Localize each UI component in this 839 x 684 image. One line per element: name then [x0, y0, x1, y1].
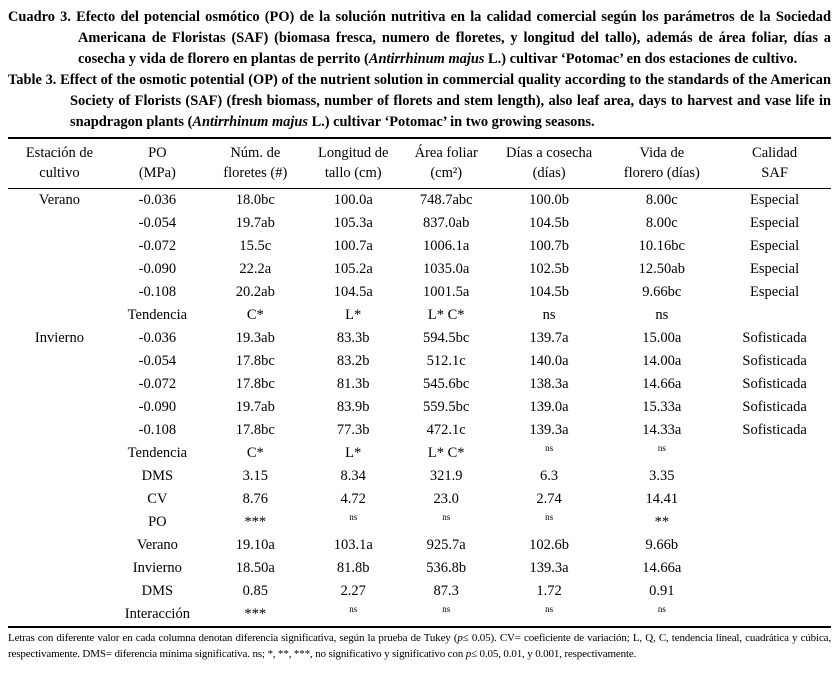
table-cell: 0.85: [242, 583, 268, 599]
table-cell: [718, 465, 831, 488]
table-cell: 1001.5a: [423, 284, 470, 300]
table-cell: 139.0a: [529, 399, 569, 415]
table-cell: Sofisticada: [742, 376, 807, 392]
table-cell: 87.3: [433, 583, 459, 599]
column-header: Días a cosecha (días): [493, 138, 606, 189]
table-cell: [718, 603, 831, 627]
table-cell: 100.0b: [529, 192, 570, 208]
table-cell: [718, 534, 831, 557]
table-cell: 559.5bc: [423, 399, 470, 415]
table-row: [8, 465, 831, 488]
table-cell: 6.3: [540, 468, 559, 484]
table-cell: 15.33a: [642, 399, 682, 415]
text-run: L.) cultivar ‘Potomac’ in two growing seasons.: [307, 114, 595, 130]
text-run: p: [465, 647, 472, 660]
table-cell: L* C*: [427, 307, 465, 323]
table-cell: -0.036: [138, 192, 177, 208]
table-cell: 15.5c: [239, 238, 272, 254]
table-cell: C*: [246, 445, 264, 461]
table-cell: [605, 603, 718, 627]
table-cell: [493, 511, 606, 534]
table-row: [8, 396, 831, 419]
table-cell: [493, 603, 606, 627]
table-cell: [8, 488, 111, 511]
table-cell: 8.00c: [645, 215, 678, 231]
table-row: [8, 511, 831, 534]
table-cell: [8, 373, 111, 396]
table-cell: 12.50ab: [638, 261, 685, 277]
results-table-head: [8, 138, 831, 189]
table-cell: 1.72: [536, 583, 562, 599]
table-cell: 19.7ab: [235, 399, 275, 415]
table-cell: -0.108: [138, 422, 177, 438]
table-row: [8, 603, 831, 627]
table-cell: 472.1c: [426, 422, 466, 438]
superscript-ns: ns: [349, 512, 358, 523]
table-cell: 104.5a: [333, 284, 373, 300]
table-cell: 20.2ab: [235, 284, 275, 300]
results-table-body: [8, 189, 831, 628]
table-cell: 8.76: [242, 491, 268, 507]
table-cell: 15.00a: [642, 330, 682, 346]
table-row: [8, 327, 831, 350]
text-run: Letras con diferente valor en cada columna denotan diferencia significativa, según la prueba de Tukey (: [8, 632, 458, 644]
superscript-ns: ns: [349, 604, 358, 615]
text-run: Antirrhinum majus: [368, 51, 485, 67]
table-cell: [8, 534, 111, 557]
table-cell: [307, 603, 400, 627]
table-cell: 19.3ab: [235, 330, 275, 346]
table-cell: 17.8bc: [235, 376, 275, 392]
table-cell: 321.9: [429, 468, 463, 484]
table-cell: 102.5b: [529, 261, 570, 277]
table-cell: 512.1c: [426, 353, 466, 369]
table-cell: 14.00a: [642, 353, 682, 369]
table-cell: 18.0bc: [235, 192, 275, 208]
table-row: [8, 304, 831, 327]
table-cell: 14.33a: [642, 422, 682, 438]
caption-english: [8, 70, 831, 133]
table-row: [8, 442, 831, 465]
table-cell: 83.3b: [336, 330, 370, 346]
table-cell: DMS: [141, 583, 174, 599]
table-cell: 8.34: [340, 468, 366, 484]
column-header: PO (MPa): [111, 138, 204, 189]
caption-spanish: [8, 7, 831, 70]
table-cell: 545.6bc: [423, 376, 470, 392]
table-cell: 100.7a: [333, 238, 373, 254]
table-cell: Sofisticada: [742, 353, 807, 369]
table-cell: -0.054: [138, 353, 177, 369]
table-cell: -0.072: [138, 376, 177, 392]
table-cell: ns: [655, 307, 669, 323]
column-header: Vida de florero (días): [605, 138, 718, 189]
table-cell: 100.0a: [333, 192, 373, 208]
table-cell: Tendencia: [127, 445, 188, 461]
table-cell: 14.41: [645, 491, 679, 507]
superscript-ns: ns: [442, 512, 451, 523]
table-cell: Especial: [750, 192, 800, 208]
table-cell: 925.7a: [426, 537, 466, 553]
table-cell: [718, 580, 831, 603]
table-cell: 81.3b: [336, 376, 370, 392]
table-cell: -0.036: [138, 330, 177, 346]
table-cell: Especial: [750, 215, 800, 231]
table-cell: DMS: [141, 468, 174, 484]
table-cell: 3.15: [242, 468, 268, 484]
table-cell: [8, 396, 111, 419]
table-cell: [718, 511, 831, 534]
table-cell: L* C*: [427, 445, 465, 461]
table-cell: 0.91: [649, 583, 675, 599]
table-cell: Especial: [750, 261, 800, 277]
table-cell: 103.1a: [333, 537, 373, 553]
table-cell: 4.72: [340, 491, 366, 507]
superscript-ns: ns: [657, 604, 666, 615]
column-header: Longitud de tallo (cm): [307, 138, 400, 189]
caption-english-label: Table 3.: [8, 72, 57, 88]
table-cell: Tendencia: [127, 307, 188, 323]
table-cell: [400, 511, 493, 534]
superscript-ns: ns: [545, 443, 554, 454]
caption-spanish-label: Cuadro 3.: [8, 9, 71, 25]
table-cell: 3.35: [649, 468, 675, 484]
column-header: Núm. de floretes (#): [204, 138, 307, 189]
table-row: [8, 419, 831, 442]
table-row: [8, 189, 831, 213]
table-cell: 17.8bc: [235, 422, 275, 438]
text-run: Efecto del potencial osmótico (PO) de la solución nutritiva en la calidad comercial según los parámetros de la Sociedad Americana de Floristas (SAF) (biomasa fresca, numero de floretes, y longitud del tallo), además de área foliar, días a cosecha y vida de florero en plantas de perrito (: [70, 9, 831, 67]
table-cell: [8, 557, 111, 580]
table-cell: Sofisticada: [742, 422, 807, 438]
caption-spanish-text: [71, 9, 831, 67]
table-cell: 536.8b: [426, 560, 467, 576]
table-cell: 140.0a: [529, 353, 569, 369]
table-footnote: [8, 631, 831, 662]
table-row: [8, 534, 831, 557]
table-cell: 100.7b: [529, 238, 570, 254]
table-cell: 9.66b: [645, 537, 679, 553]
superscript-ns: ns: [657, 443, 666, 454]
column-header: Estación de cultivo: [8, 138, 111, 189]
table-cell: 14.66a: [642, 376, 682, 392]
table-cell: ***: [244, 606, 267, 622]
table-cell: [8, 511, 111, 534]
table-cell: 138.3a: [529, 376, 569, 392]
table-cell: [718, 304, 831, 327]
table-cell: C*: [246, 307, 264, 323]
table-cell: [8, 258, 111, 281]
table-cell: 77.3b: [336, 422, 370, 438]
text-run: p: [457, 632, 463, 644]
table-cell: 83.9b: [336, 399, 370, 415]
table-cell: [8, 281, 111, 304]
text-run: L.) cultivar ‘Potomac’ en dos estaciones de cultivo.: [484, 51, 798, 67]
table-cell: [8, 235, 111, 258]
table-row: [8, 258, 831, 281]
table-cell: Interacción: [124, 606, 190, 622]
column-header: Calidad SAF: [718, 138, 831, 189]
table-cell: [605, 442, 718, 465]
table-cell: [8, 212, 111, 235]
table-cell: L*: [345, 307, 362, 323]
table-row: [8, 235, 831, 258]
table-cell: 83.2b: [336, 353, 370, 369]
table-cell: ns: [542, 307, 556, 323]
table-cell: -0.072: [138, 238, 177, 254]
table-cell: 2.74: [536, 491, 562, 507]
text-run: Antirrhinum majus: [192, 114, 308, 130]
table-cell: 139.7a: [529, 330, 569, 346]
table-cell: 23.0: [433, 491, 459, 507]
table-cell: 17.8bc: [235, 353, 275, 369]
table-cell: 19.10a: [235, 537, 275, 553]
text-run: ≤ 0.05). CV= coeficiente de variación; L, Q, C, tendencia lineal, cuadrática y cúbica, respectivamente. DMS= diferencia mínima significativa. ns; *, **, ***, no significativo y significativo con: [8, 632, 832, 660]
table-cell: 19.7ab: [235, 215, 275, 231]
superscript-ns: ns: [545, 512, 554, 523]
table-cell: 14.66a: [642, 560, 682, 576]
table-cell: 102.6b: [529, 537, 570, 553]
table-cell: PO: [148, 514, 167, 530]
table-row: [8, 281, 831, 304]
table-cell: 104.5b: [529, 215, 570, 231]
table-cell: Invierno: [34, 330, 84, 346]
table-cell: [493, 442, 606, 465]
table-cell: 105.2a: [333, 261, 373, 277]
table-cell: 8.00c: [645, 192, 678, 208]
table-cell: [8, 465, 111, 488]
table-cell: L*: [345, 445, 362, 461]
table-cell: [8, 603, 111, 627]
table-cell: [718, 557, 831, 580]
table-cell: 1006.1a: [423, 238, 470, 254]
table-cell: 18.50a: [235, 560, 275, 576]
superscript-ns: ns: [545, 604, 554, 615]
results-table-head-row: [8, 138, 831, 189]
table-row: [8, 557, 831, 580]
table-cell: 81.8b: [336, 560, 370, 576]
table-cell: [307, 511, 400, 534]
table-cell: [8, 442, 111, 465]
table-cell: Especial: [750, 284, 800, 300]
table-cell: [400, 603, 493, 627]
results-table: [8, 137, 831, 628]
table-cell: 9.66bc: [642, 284, 682, 300]
table-cell: -0.108: [138, 284, 177, 300]
table-cell: **: [654, 514, 670, 530]
table-cell: 837.0ab: [423, 215, 470, 231]
table-cell: 748.7abc: [419, 192, 473, 208]
table-row: [8, 350, 831, 373]
table-cell: [718, 442, 831, 465]
table-cell: CV: [147, 491, 168, 507]
table-cell: 10.16bc: [638, 238, 685, 254]
table-cell: [8, 580, 111, 603]
table-cell: 104.5b: [529, 284, 570, 300]
table-cell: Verano: [136, 537, 178, 553]
table-cell: 2.27: [340, 583, 366, 599]
table-cell: 139.3a: [529, 560, 569, 576]
table-cell: ***: [244, 514, 267, 530]
table-cell: -0.090: [138, 399, 177, 415]
table-cell: 1035.0a: [423, 261, 470, 277]
table-cell: [8, 419, 111, 442]
table-cell: Verano: [38, 192, 80, 208]
table-cell: Especial: [750, 238, 800, 254]
table-cell: Sofisticada: [742, 330, 807, 346]
table-cell: Invierno: [132, 560, 182, 576]
text-run: ≤ 0.05, 0.01, y 0.001, respectivamente.: [471, 647, 637, 660]
table-cell: -0.090: [138, 261, 177, 277]
table-cell: 139.3a: [529, 422, 569, 438]
table-row: [8, 488, 831, 511]
caption-english-text: [56, 72, 831, 130]
table-row: [8, 373, 831, 396]
text-run: Effect of the osmotic potential (OP) of the nutrient solution in commercial quality according to the standards of the American Society of Florists (SAF) (fresh biomass, number of florets and stem length), also leaf area, days to harvest and vase life in snapdragon plants (: [56, 72, 831, 130]
table-cell: -0.054: [138, 215, 177, 231]
table-cell: [8, 350, 111, 373]
table-row: [8, 580, 831, 603]
table-cell: [8, 304, 111, 327]
table-row: [8, 212, 831, 235]
table-cell: Sofisticada: [742, 399, 807, 415]
table-cell: 22.2a: [239, 261, 272, 277]
superscript-ns: ns: [442, 604, 451, 615]
column-header: Área foliar (cm²): [400, 138, 493, 189]
table-cell: 105.3a: [333, 215, 373, 231]
table-cell: [718, 488, 831, 511]
table-cell: 594.5bc: [423, 330, 470, 346]
